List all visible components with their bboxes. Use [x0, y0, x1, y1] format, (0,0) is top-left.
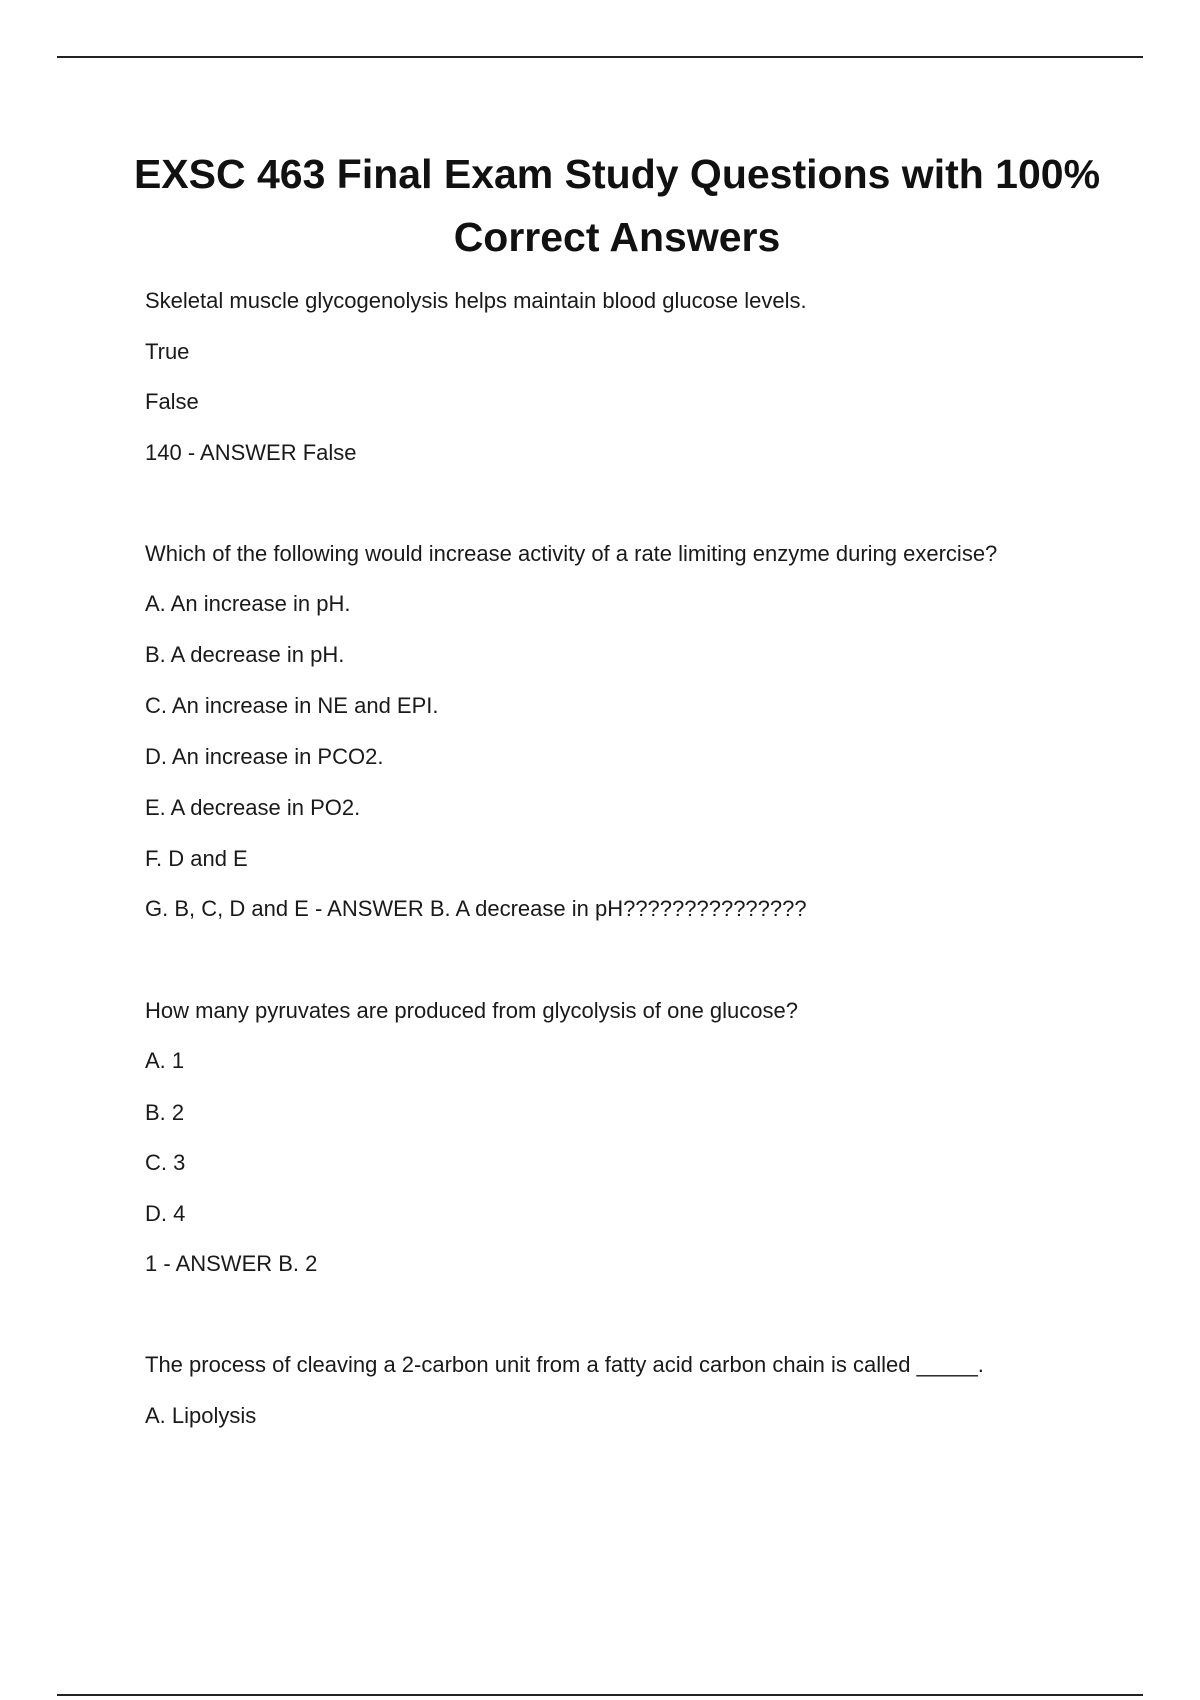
question-1-answer: 140 - ANSWER False: [145, 440, 357, 465]
question-2-option-f: F. D and E: [145, 846, 248, 871]
question-3-prompt: How many pyruvates are produced from glycolysis of one glucose?: [145, 998, 798, 1023]
question-3-answer: 1 - ANSWER B. 2: [145, 1251, 318, 1276]
page-title: [100, 143, 1134, 269]
question-3-option-c: C. 3: [145, 1150, 186, 1175]
question-2-option-e: E. A decrease in PO2.: [145, 795, 361, 820]
question-4-option-a: A. Lipolysis: [145, 1403, 257, 1428]
question-3-option-a: A. 1: [145, 1048, 185, 1073]
question-2-answer: G. B, C, D and E - ANSWER B. A decrease in pH???????????????: [145, 896, 807, 921]
title-line-2: Correct Answers: [453, 214, 781, 260]
question-2-prompt: Which of the following would increase activity of a rate limiting enzyme during exercise?: [145, 541, 998, 566]
question-3-option-d: D. 4: [145, 1201, 186, 1226]
question-4-prompt: The process of cleaving a 2-carbon unit from a fatty acid carbon chain is called _____.: [145, 1352, 984, 1377]
question-3-option-b: B. 2: [145, 1100, 185, 1125]
question-1-option-a: True: [145, 339, 190, 364]
question-2-option-a: A. An increase in pH.: [145, 591, 351, 616]
title-line-1: EXSC 463 Final Exam Study Questions with 100%: [133, 151, 1101, 197]
question-2-option-d: D. An increase in PCO2.: [145, 744, 384, 769]
top-rule: [57, 56, 1143, 58]
question-1-option-b: False: [145, 389, 199, 414]
question-1-prompt: Skeletal muscle glycogenolysis helps maintain blood glucose levels.: [145, 288, 807, 313]
bottom-rule: [57, 1694, 1143, 1696]
question-2-option-c: C. An increase in NE and EPI.: [145, 693, 439, 718]
question-2-option-b: B. A decrease in pH.: [145, 642, 345, 667]
